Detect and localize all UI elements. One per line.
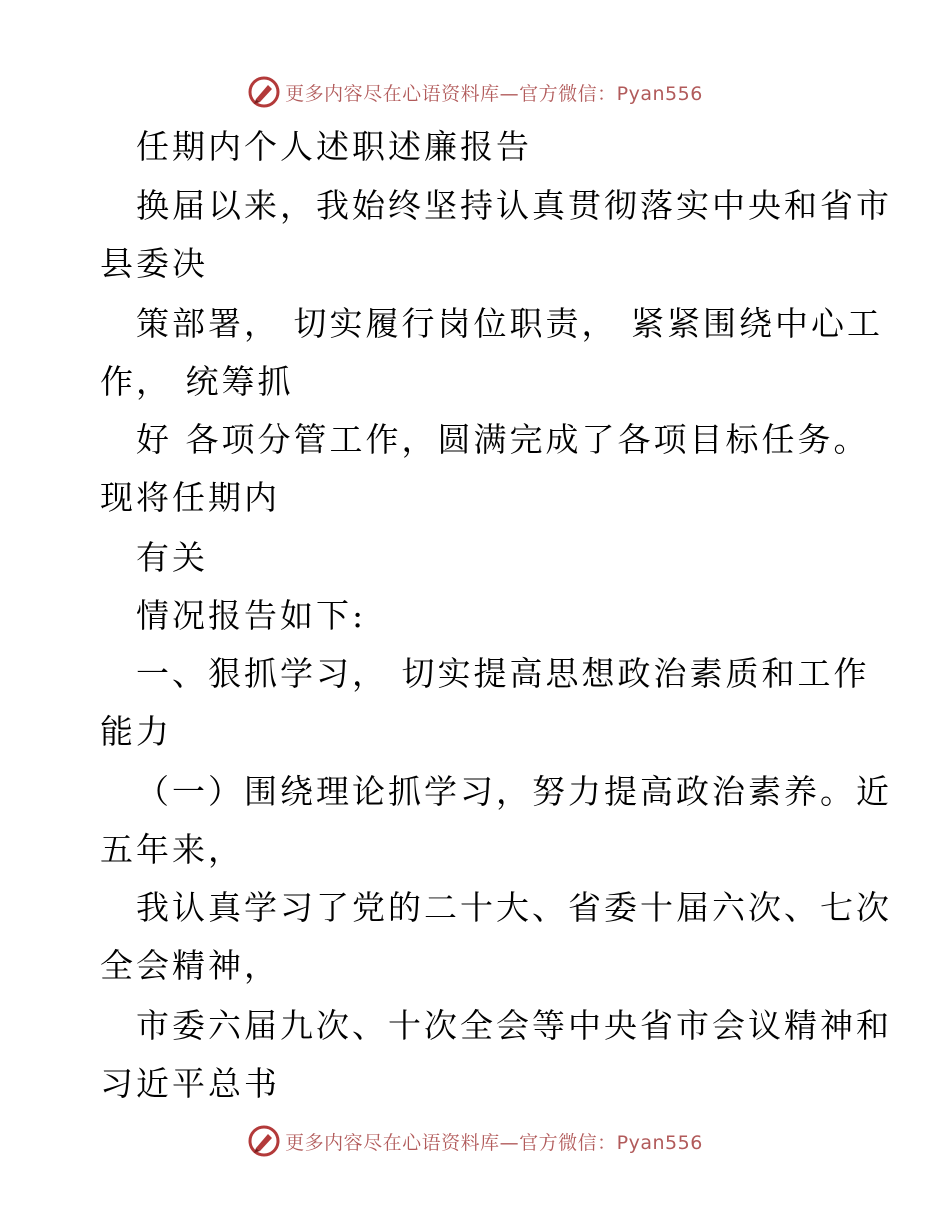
paragraph-line: 习近平总书 xyxy=(100,1064,280,1103)
watermark-footer xyxy=(0,1121,950,1161)
paragraph-line: 换届以来，我始终坚持认真贯彻落实中央和省市 xyxy=(136,186,892,225)
paragraph-line: 县委决 xyxy=(100,244,208,283)
paragraph-line: 现将任期内 xyxy=(100,478,280,517)
document-title: 任期内个人述职述廉报告 xyxy=(136,127,532,166)
paragraph-line: 全会精神， xyxy=(100,946,280,985)
section-heading: 一、狠抓学习， 切实提高思想政治素质和工作 xyxy=(136,654,870,693)
paragraph-line: 有关 xyxy=(136,538,208,577)
paragraph-line: 策部署， 切实履行岗位职责， 紧紧围绕中心工 xyxy=(136,304,883,343)
paragraph-line: 好 各项分管工作，圆满完成了各项目标任务。 xyxy=(136,420,870,459)
section-heading-cont: 能力 xyxy=(100,712,172,751)
paragraph-line: （一）围绕理论抓学习，努力提高政治素养。近 xyxy=(136,772,892,811)
paragraph-line: 作， 统筹抓 xyxy=(100,362,294,401)
pen-logo-icon xyxy=(247,1124,281,1158)
paragraph-line: 五年来， xyxy=(100,830,244,869)
paragraph-line: 情况报告如下: xyxy=(136,596,367,635)
watermark-text: 更多内容尽在心语资料库—官方微信：Pyan556 xyxy=(285,1131,703,1154)
watermark-text: 更多内容尽在心语资料库—官方微信：Pyan556 xyxy=(285,82,703,105)
paragraph-line: 市委六届九次、十次全会等中央省市会议精神和 xyxy=(136,1006,892,1045)
paragraph-line: 我认真学习了党的二十大、省委十届六次、七次 xyxy=(136,888,892,927)
